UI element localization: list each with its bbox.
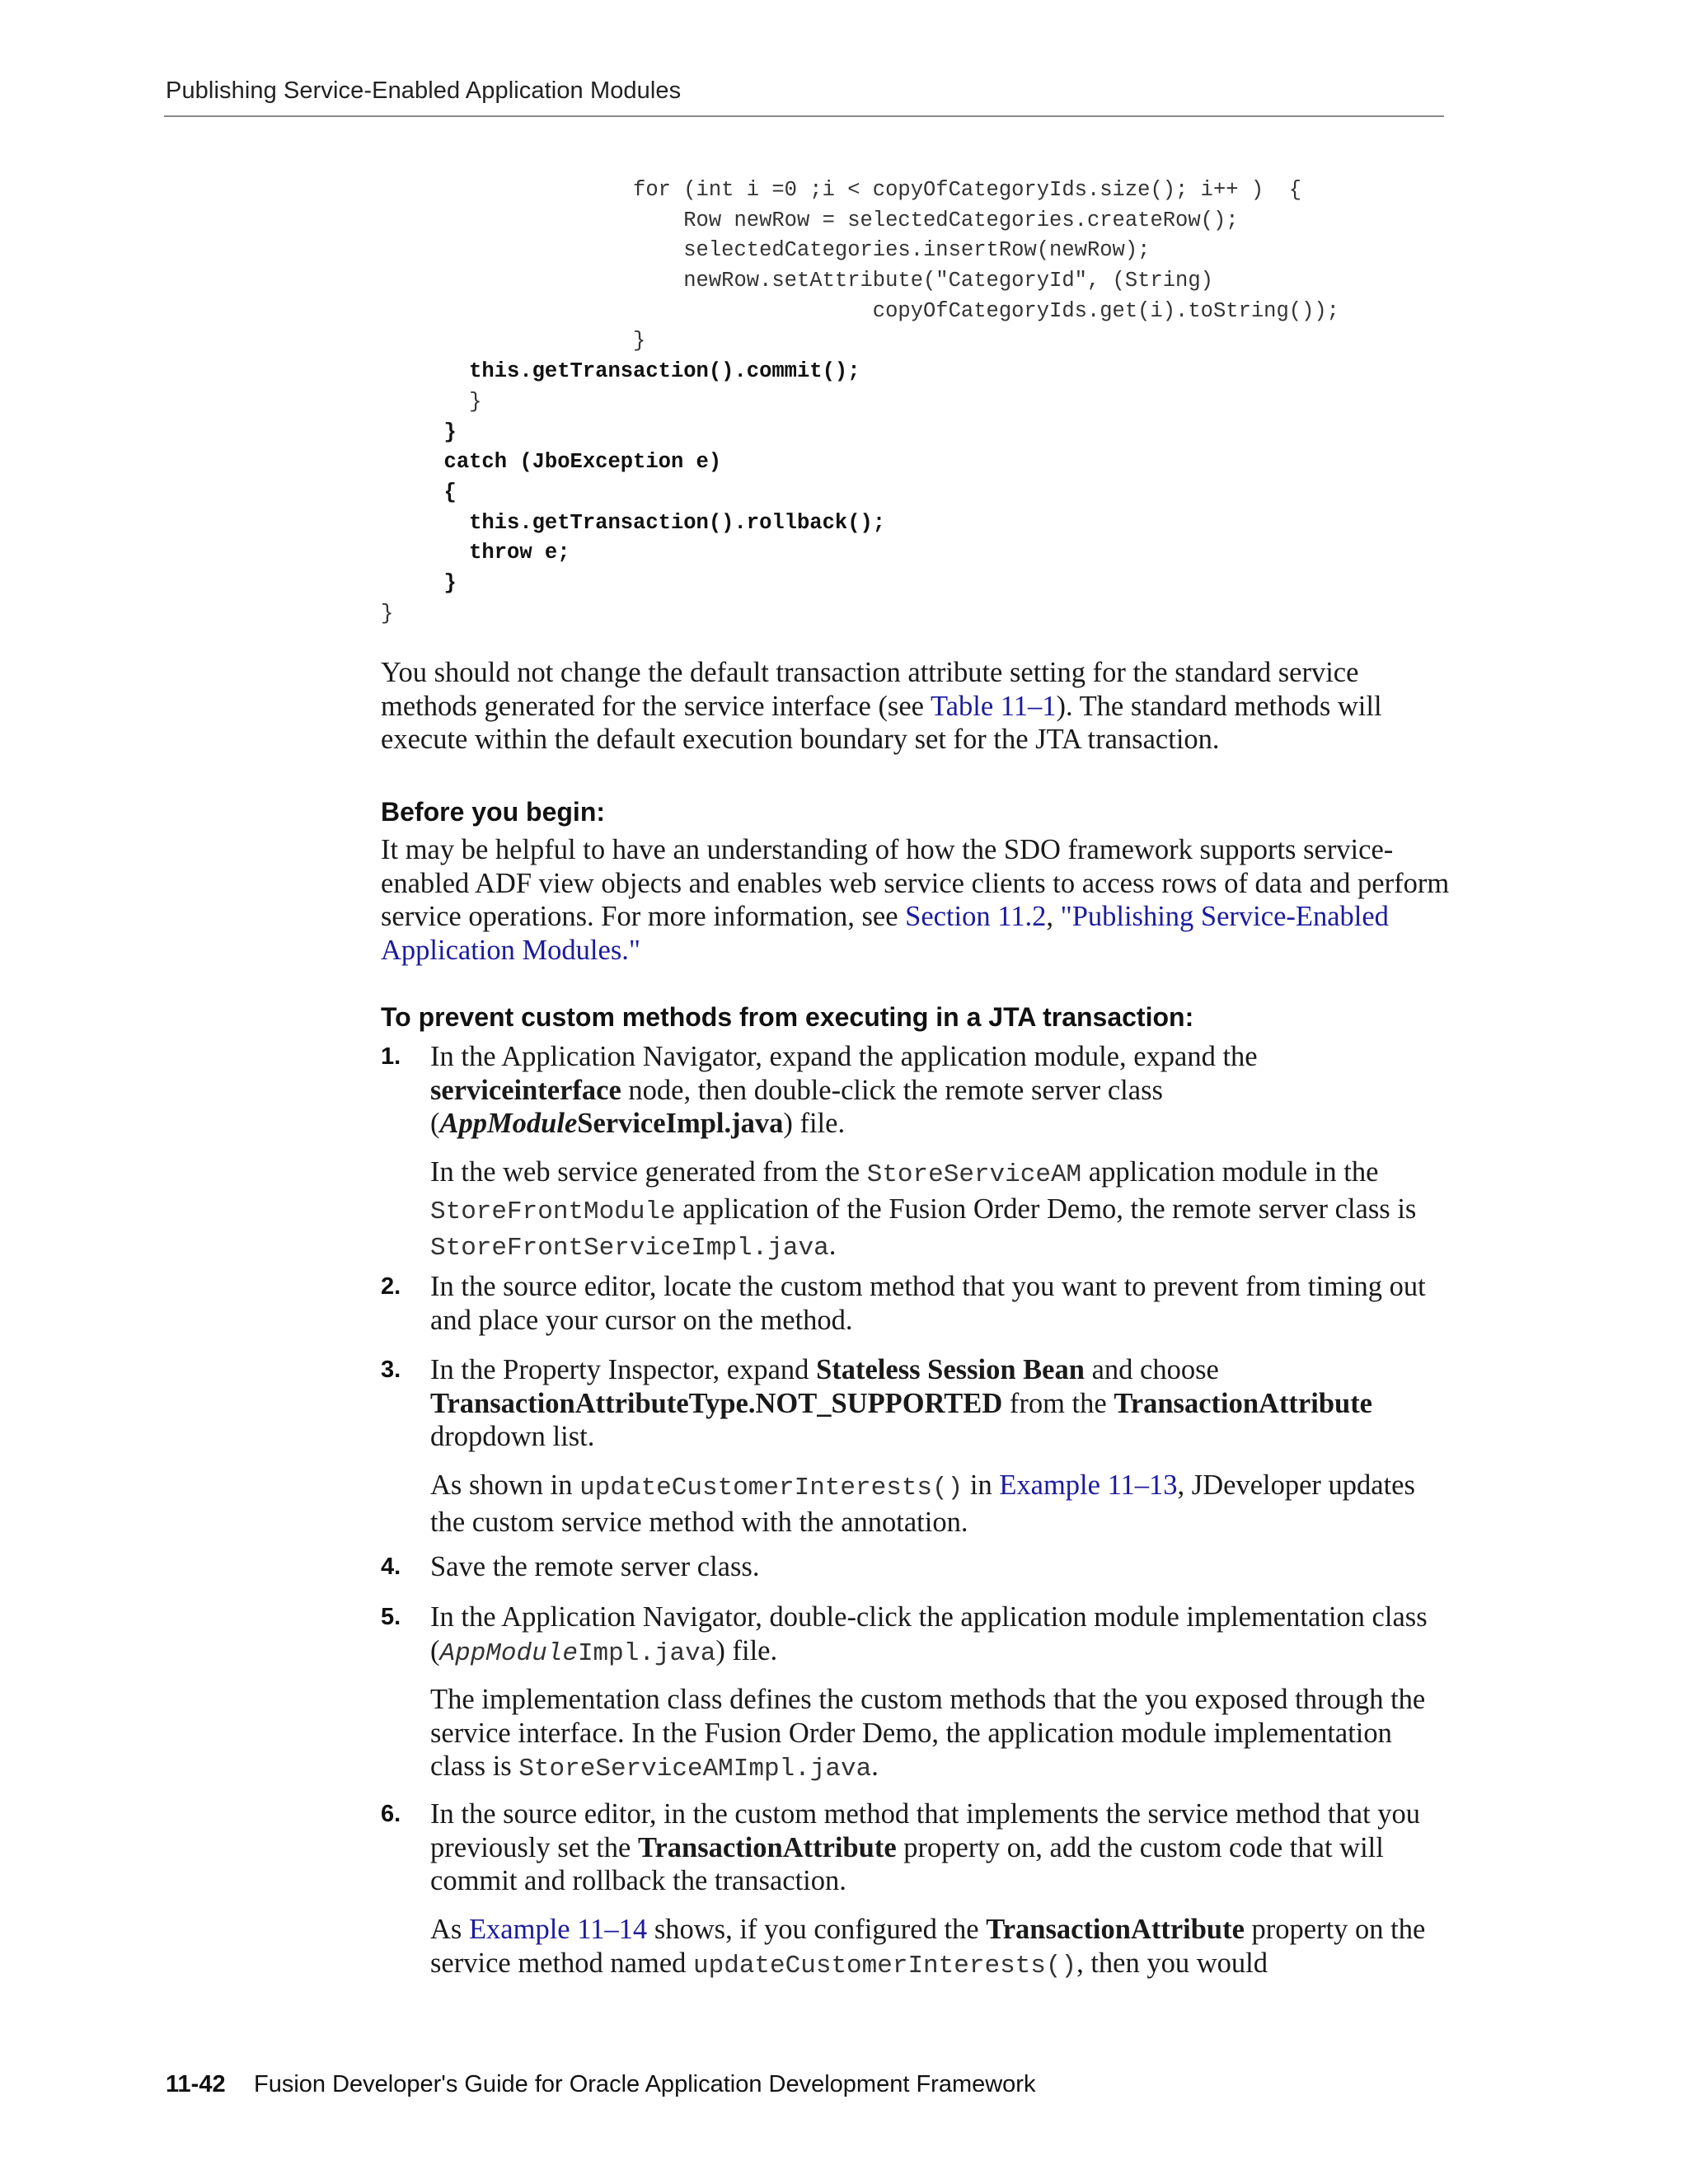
section-link[interactable]: Section 11.2 xyxy=(905,901,1047,932)
code-line-bold: catch (JboException e) xyxy=(381,450,722,475)
code-line: Row newRow = selectedCategories.createRow(); xyxy=(381,208,1239,232)
before-you-begin-heading: Before you begin: xyxy=(381,797,606,827)
step-2-text: In the source editor, locate the custom method that you want to prevent from timing out and place your cursor on the method. xyxy=(430,1271,1426,1336)
step-number: 4. xyxy=(381,1554,401,1580)
step-4-text: Save the remote server class. xyxy=(430,1551,760,1582)
table-link[interactable]: Table 11–1 xyxy=(931,690,1057,722)
step-number: 5. xyxy=(381,1604,401,1630)
example-link[interactable]: Example 11–13 xyxy=(999,1469,1178,1501)
section-title-link[interactable]: "Publishing Service-Enabled Application Modules." xyxy=(381,901,1389,966)
page-number: 11-42 xyxy=(166,2071,226,2097)
step-number: 6. xyxy=(381,1801,401,1827)
step-number: 1. xyxy=(381,1043,401,1070)
step-1-note: In the web service generated from the StoreServiceAM application module in the StoreFrontModule application of the Fusion Order Demo, the remote server class is StoreFrontServiceImpl.java. xyxy=(430,1156,1417,1263)
example-link[interactable]: Example 11–14 xyxy=(468,1914,648,1945)
code-line: for (int i =0 ;i < copyOfCategoryIds.size(); i++ ) { xyxy=(381,178,1302,202)
code-line-bold: { xyxy=(381,480,457,504)
step-3-note: As shown in updateCustomerInterests() in Example 11–13, JDeveloper updates the custom service method with the annotation. xyxy=(430,1469,1415,1538)
code-line-bold: throw e; xyxy=(381,541,570,565)
code-line-bold: } xyxy=(381,419,457,444)
code-example xyxy=(381,176,1452,629)
step-3-text: In the Property Inspector, expand Stateless Session Bean and choose TransactionAttributeType.NOT_SUPPORTED from the TransactionAttribute dropdown list. xyxy=(430,1354,1372,1452)
step-5-note: The implementation class defines the custom methods that the you exposed through the service interface. In the Fusion Order Demo, the application module implementation class is StoreServiceAMImpl.java. xyxy=(430,1684,1426,1783)
before-you-begin-paragraph: It may be helpful to have an understanding of how the SDO framework supports service-enabled ADF view objects and enables web service clients to access rows of data and perform service operations. For more information, see Section 11.2, "Publishing Service-Enabled Application Modules." xyxy=(381,834,1450,966)
intro-paragraph: You should not change the default transaction attribute setting for the standard service methods generated for the service interface (see Table 11–1). The standard methods will execute within the default execution boundary set for the JTA transaction. xyxy=(381,657,1382,755)
code-line: copyOfCategoryIds.get(i).toString()); xyxy=(381,298,1339,323)
code-line: } xyxy=(381,389,482,414)
step-number: 2. xyxy=(381,1273,401,1300)
procedure-heading: To prevent custom methods from executing in a JTA transaction: xyxy=(381,1002,1194,1032)
book-title: Fusion Developer's Guide for Oracle Application Development Framework xyxy=(254,2071,1036,2097)
running-header-title: Publishing Service-Enabled Application Modules xyxy=(166,77,682,104)
step-1-text: In the Application Navigator, expand the application module, expand the serviceinterface node, then double-click the remote server class (AppModuleServiceImpl.java) file. xyxy=(430,1041,1258,1139)
code-line: } xyxy=(381,329,646,354)
code-line-bold: } xyxy=(381,570,457,595)
header-divider xyxy=(164,115,1444,117)
code-line-bold: this.getTransaction().rollback(); xyxy=(381,510,886,535)
step-6-note: As Example 11–14 shows, if you configured the TransactionAttribute property on the service method named updateCustomerInterests(), then you would xyxy=(430,1914,1426,1980)
code-line: newRow.setAttribute("CategoryId", (String) xyxy=(381,269,1213,293)
step-5-text: In the Application Navigator, double-click the application module implementation class (AppModuleImpl.java) file. xyxy=(430,1601,1428,1668)
code-line: selectedCategories.insertRow(newRow); xyxy=(381,238,1151,263)
code-line-bold: this.getTransaction().commit(); xyxy=(381,359,860,384)
step-6-text: In the source editor, in the custom method that implements the service method that you previously set the TransactionAttribute property on, add the custom code that will commit and rollback the transaction. xyxy=(430,1798,1421,1896)
code-line: } xyxy=(381,601,394,626)
step-number: 3. xyxy=(381,1357,401,1383)
